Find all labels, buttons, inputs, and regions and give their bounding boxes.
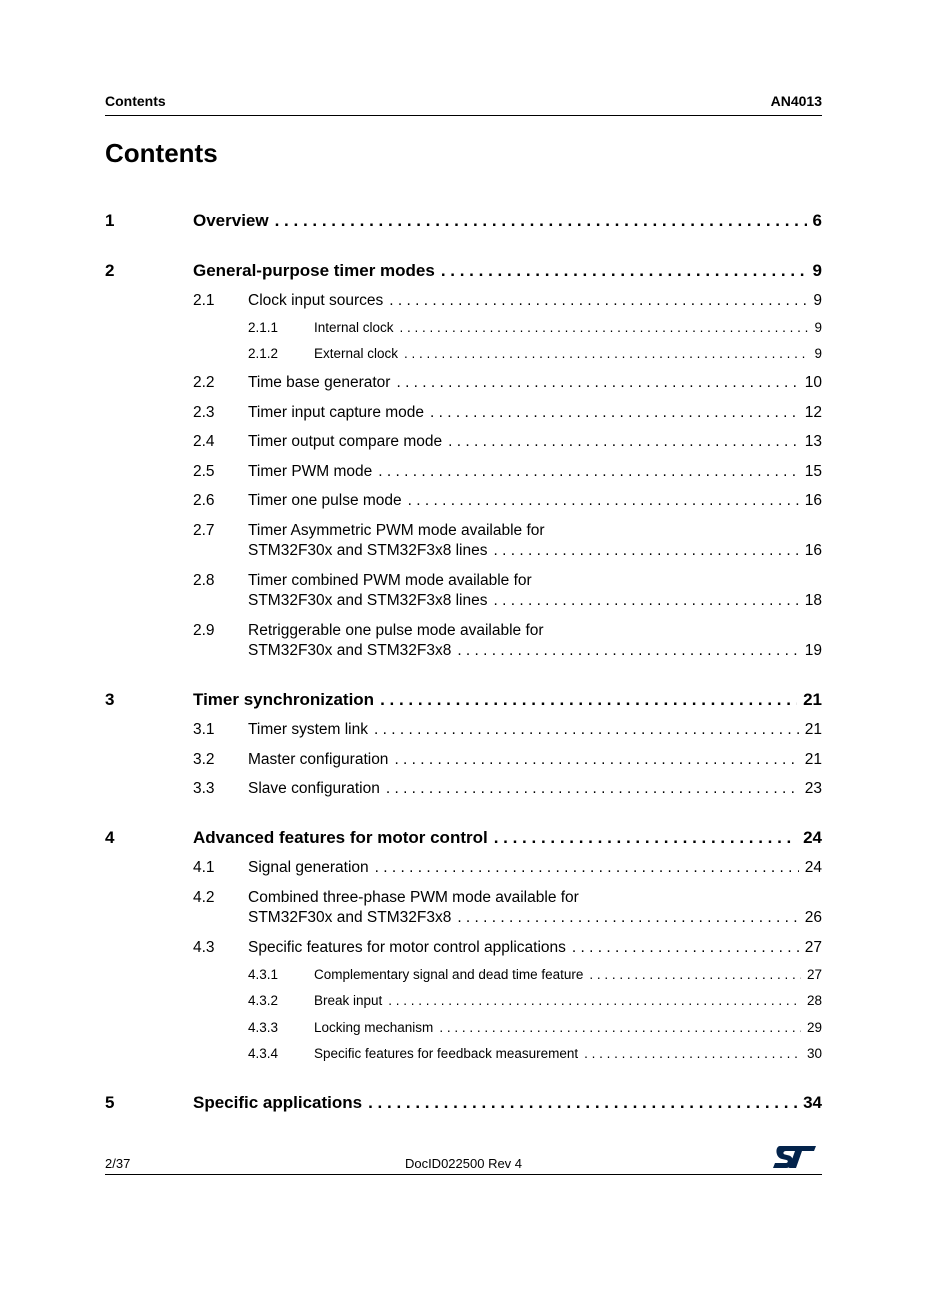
leader-dots [584, 1043, 801, 1065]
toc-title: Specific features for motor control applications [248, 939, 566, 956]
toc-title: Specific applications [193, 1093, 363, 1112]
toc-number: 2.1.2 [248, 346, 279, 361]
leader-dots [394, 749, 798, 771]
toc-number: 4.3.4 [248, 1046, 279, 1061]
toc-title: General-purpose timer modes [193, 261, 435, 280]
leader-dots [448, 431, 799, 453]
page-header [105, 93, 822, 116]
toc-number: 2.9 [193, 622, 215, 639]
toc-title-line1: Retriggerable one pulse mode available for [248, 622, 544, 639]
toc-title: Time base generator [248, 374, 391, 391]
toc-number: 4.2 [193, 889, 215, 906]
toc-number: 4.3 [193, 939, 215, 956]
leader-dots [572, 937, 799, 959]
toc-number: 2.3 [193, 404, 215, 421]
toc-title-line2: STM32F30x and STM32F3x8 lines [248, 542, 488, 559]
toc-page: 30 [806, 1046, 822, 1061]
toc-title: Timer synchronization [193, 690, 375, 709]
toc-number: 2.8 [193, 572, 215, 589]
toc-number: 4.3.3 [248, 1020, 279, 1035]
toc-title: Timer PWM mode [248, 463, 373, 480]
toc-title: Slave configuration [248, 780, 380, 797]
toc-number: 2.2 [193, 374, 215, 391]
header-section: Contents [105, 93, 166, 109]
leader-dots [494, 590, 799, 612]
toc-title: Timer output compare mode [248, 433, 443, 450]
toc-page: 18 [804, 592, 822, 609]
toc-number: 2.4 [193, 433, 215, 450]
leader-dots [378, 461, 798, 483]
toc-title: Timer input capture mode [248, 404, 425, 421]
toc-number: 3.2 [193, 751, 215, 768]
toc-title-line1: Timer Asymmetric PWM mode available for [248, 522, 545, 539]
page-footer [105, 1152, 822, 1175]
leader-dots [457, 640, 798, 662]
toc-title: Timer system link [248, 721, 368, 738]
toc-number: 2 [105, 261, 115, 280]
toc-page: 28 [806, 993, 822, 1008]
toc-title: Complementary signal and dead time feature [314, 967, 584, 982]
toc-number: 3.1 [193, 721, 215, 738]
leader-dots [396, 372, 798, 394]
leader-dots [275, 210, 807, 232]
toc-number: 2.7 [193, 522, 215, 539]
leader-dots [404, 343, 808, 365]
leader-dots [388, 990, 801, 1012]
leader-dots [374, 719, 799, 741]
toc-entry-2-3[interactable] [105, 402, 822, 424]
toc-number: 2.6 [193, 492, 215, 509]
toc-page: 9 [812, 261, 822, 280]
toc-page: 9 [814, 346, 822, 361]
header-doc-code: AN4013 [770, 93, 822, 109]
toc-page: 15 [804, 463, 822, 480]
toc-title: Signal generation [248, 859, 369, 876]
toc-entry-2-8[interactable] [105, 572, 822, 612]
toc-entry-1[interactable] [105, 210, 822, 232]
st-logo-icon [772, 1144, 818, 1170]
leader-dots [408, 490, 799, 512]
toc-entry-4-2[interactable] [105, 889, 822, 929]
toc-entry-4[interactable] [105, 827, 822, 849]
toc-title-line2: STM32F30x and STM32F3x8 [248, 909, 452, 926]
toc-page: 34 [803, 1093, 822, 1112]
toc-title: External clock [314, 346, 399, 361]
leader-dots [389, 290, 807, 312]
toc-title: Specific features for feedback measurement [314, 1046, 579, 1061]
leader-dots [439, 1017, 801, 1039]
toc-title: Break input [314, 993, 383, 1008]
toc-number: 2.5 [193, 463, 215, 480]
toc-entry-2-1[interactable] [105, 290, 822, 312]
toc-page: 24 [803, 828, 822, 847]
toc-title: Overview [193, 211, 269, 230]
toc-number: 4.3.2 [248, 993, 279, 1008]
toc-entry-4-1[interactable] [105, 857, 822, 879]
leader-dots [589, 964, 801, 986]
leader-dots [368, 1092, 797, 1114]
toc-page: 27 [806, 967, 822, 982]
toc-number: 3 [105, 690, 115, 709]
leader-dots [375, 857, 799, 879]
toc-page: 6 [812, 211, 822, 230]
toc-title-line2: STM32F30x and STM32F3x8 [248, 642, 452, 659]
toc-entry-5[interactable] [105, 1092, 822, 1114]
toc-title: Locking mechanism [314, 1020, 434, 1035]
toc-page: 21 [804, 751, 822, 768]
toc-page: 21 [804, 721, 822, 738]
toc-number: 4 [105, 828, 115, 847]
toc-entry-2[interactable] [105, 260, 822, 282]
toc-title-line2: STM32F30x and STM32F3x8 lines [248, 592, 488, 609]
toc-entry-2-4[interactable] [105, 431, 822, 453]
toc-page: 29 [806, 1020, 822, 1035]
toc-page: 24 [804, 859, 822, 876]
leader-dots [494, 540, 799, 562]
toc-number: 1 [105, 211, 115, 230]
toc-page: 16 [804, 492, 822, 509]
toc-entry-4-3-2[interactable] [105, 990, 822, 1012]
toc-entry-2-6[interactable] [105, 490, 822, 512]
toc-entry-2-2[interactable] [105, 372, 822, 394]
toc-entry-2-9[interactable] [105, 622, 822, 662]
toc-page: 19 [804, 642, 822, 659]
toc-page: 23 [804, 780, 822, 797]
toc-number: 2.1.1 [248, 320, 279, 335]
footer-doc-id: DocID022500 Rev 4 [404, 1156, 523, 1171]
leader-dots [441, 260, 807, 282]
toc-page: 21 [803, 690, 822, 709]
toc-entry-4-3-4[interactable] [105, 1043, 822, 1065]
toc-entry-4-3-1[interactable] [105, 964, 822, 986]
toc-entry-2-1-2[interactable] [105, 343, 822, 365]
toc-number: 4.3.1 [248, 967, 279, 982]
toc-title: Advanced features for motor control [193, 828, 488, 847]
toc-entry-2-1-1[interactable] [105, 317, 822, 339]
toc-number: 2.1 [193, 292, 215, 309]
toc-entry-3-2[interactable] [105, 749, 822, 771]
toc-page: 9 [814, 320, 822, 335]
toc-page: 9 [813, 292, 822, 309]
toc-number: 4.1 [193, 859, 215, 876]
toc-entry-2-5[interactable] [105, 461, 822, 483]
toc-page: 26 [804, 909, 822, 926]
leader-dots [494, 827, 797, 849]
toc-page: 27 [804, 939, 822, 956]
toc-title: Internal clock [314, 320, 394, 335]
toc-title: Master configuration [248, 751, 389, 768]
toc-entry-3-1[interactable] [105, 719, 822, 741]
toc-title-line1: Timer combined PWM mode available for [248, 572, 532, 589]
toc-page: 12 [804, 404, 822, 421]
toc-entry-3-3[interactable] [105, 778, 822, 800]
leader-dots [400, 317, 809, 339]
toc-page: 10 [804, 374, 822, 391]
toc-entry-3[interactable] [105, 689, 822, 711]
toc-title: Timer one pulse mode [248, 492, 402, 509]
toc-entry-4-3-3[interactable] [105, 1017, 822, 1039]
toc-page: 13 [804, 433, 822, 450]
toc-number: 3.3 [193, 780, 215, 797]
leader-dots [457, 907, 798, 929]
toc-page: 16 [804, 542, 822, 559]
leader-dots [430, 402, 799, 424]
leader-dots [380, 689, 797, 711]
leader-dots [386, 778, 799, 800]
toc-entry-2-7[interactable] [105, 522, 822, 562]
toc-title-line1: Combined three-phase PWM mode available for [248, 889, 579, 906]
page-title: Contents [105, 138, 218, 168]
footer-page-number: 2/37 [105, 1156, 131, 1171]
toc-entry-4-3[interactable] [105, 937, 822, 959]
toc-title: Clock input sources [248, 292, 384, 309]
toc-number: 5 [105, 1093, 115, 1112]
